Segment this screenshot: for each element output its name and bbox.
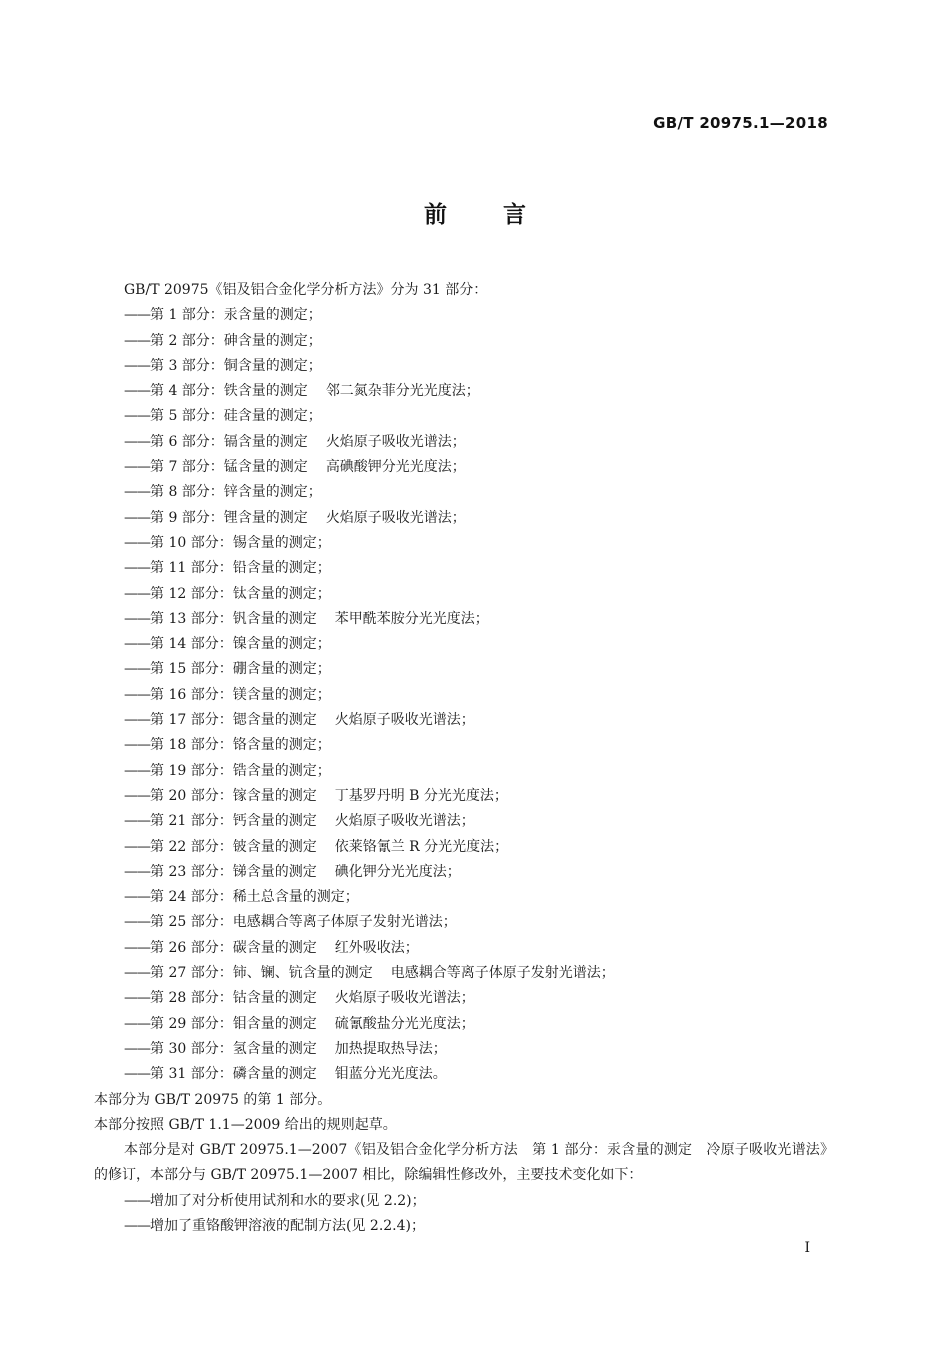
part-label: 第 24 部分：稀土总含量的测定；: [150, 889, 359, 906]
list-item: [94, 455, 834, 480]
part-method: 电感耦合等离子体原子发射光谱法；: [390, 965, 615, 982]
part-method: 依莱铬氰兰 R 分光光度法；: [334, 838, 509, 855]
changes-list: [94, 1189, 834, 1240]
part-method: 火焰原子吸收光谱法；: [334, 813, 475, 830]
list-item: [94, 835, 834, 860]
list-item: [94, 531, 834, 556]
list-dash: ——: [124, 509, 150, 526]
standard-code: GB/T 20975.1—2018: [653, 114, 828, 132]
list-item: [94, 733, 834, 758]
list-dash: ——: [124, 939, 150, 956]
part-label: 第 17 部分：锶含量的测定: [150, 712, 317, 729]
document-body: [94, 278, 834, 1239]
paragraph-drafting-rules: 本部分按照 GB/T 1.1—2009 给出的规则起草。: [94, 1116, 397, 1133]
list-item: [94, 303, 834, 328]
part-label: 第 14 部分：镍含量的测定；: [150, 636, 331, 653]
paragraph-part-number: 本部分为 GB/T 20975 的第 1 部分。: [94, 1091, 332, 1108]
part-label: 第 23 部分：锑含量的测定: [150, 863, 317, 880]
part-label: 第 9 部分：锂含量的测定: [150, 509, 308, 526]
list-dash: ——: [124, 484, 150, 501]
part-label: 第 25 部分：电感耦合等离子体原子发射光谱法；: [150, 914, 457, 931]
list-item: [94, 860, 834, 885]
part-method: 苯甲酰苯胺分光光度法；: [334, 610, 489, 627]
part-label: 第 4 部分：铁含量的测定: [150, 383, 308, 400]
part-method: 邻二氮杂菲分光光度法；: [325, 383, 480, 400]
part-method: 碘化钾分光光度法；: [334, 863, 461, 880]
list-dash: ——: [124, 1066, 150, 1083]
list-dash: ——: [124, 1217, 150, 1234]
list-dash: ——: [124, 610, 150, 627]
part-label: 第 30 部分：氢含量的测定: [150, 1040, 317, 1057]
list-dash: ——: [124, 1040, 150, 1057]
list-dash: ——: [124, 307, 150, 324]
list-item: [94, 986, 834, 1011]
part-label: 第 5 部分：硅含量的测定；: [150, 408, 322, 425]
list-dash: ——: [124, 433, 150, 450]
part-method: 火焰原子吸收光谱法；: [325, 433, 466, 450]
list-dash: ——: [124, 914, 150, 931]
part-label: 第 6 部分：镉含量的测定: [150, 433, 308, 450]
list-dash: ——: [124, 1192, 150, 1209]
part-label: 第 16 部分：镁含量的测定；: [150, 686, 331, 703]
list-dash: ——: [124, 534, 150, 551]
part-label: 第 27 部分：铈、镧、钪含量的测定: [150, 965, 373, 982]
list-item: [94, 784, 834, 809]
change-text: 增加了对分析使用试剂和水的要求(见 2.2)；: [150, 1192, 426, 1209]
list-item: [94, 683, 834, 708]
part-label: 第 28 部分：钴含量的测定: [150, 990, 317, 1007]
page-title: [0, 196, 950, 229]
part-label: 第 2 部分：砷含量的测定；: [150, 332, 322, 349]
list-item: [94, 379, 834, 404]
part-method: 火焰原子吸收光谱法；: [334, 990, 475, 1007]
list-item: [94, 885, 834, 910]
title-char-1: 前: [424, 202, 447, 228]
list-dash: ——: [124, 459, 150, 476]
list-item: [94, 759, 834, 784]
list-dash: ——: [124, 737, 150, 754]
list-item: [94, 1062, 834, 1087]
change-text: 增加了重铬酸钾溶液的配制方法(见 2.2.4)；: [150, 1217, 425, 1234]
part-label: 第 3 部分：铜含量的测定；: [150, 357, 322, 374]
part-label: 第 11 部分：铅含量的测定；: [150, 560, 331, 577]
list-item: [94, 329, 834, 354]
list-dash: ——: [124, 787, 150, 804]
part-label: 第 19 部分：锆含量的测定；: [150, 762, 331, 779]
list-dash: ——: [124, 863, 150, 880]
list-dash: ——: [124, 762, 150, 779]
list-dash: ——: [124, 383, 150, 400]
part-method: 丁基罗丹明 B 分光光度法；: [334, 787, 508, 804]
part-method: 高碘酸钾分光光度法；: [325, 459, 466, 476]
list-dash: ——: [124, 408, 150, 425]
list-item: [94, 404, 834, 429]
part-label: 第 8 部分：锌含量的测定；: [150, 484, 322, 501]
list-dash: ——: [124, 1015, 150, 1032]
change-item: [94, 1189, 834, 1214]
list-dash: ——: [124, 357, 150, 374]
intro-paragraph: GB/T 20975《铝及铝合金化学分析方法》分为 31 部分：: [124, 282, 488, 298]
parts-list: [94, 303, 834, 1087]
list-dash: ——: [124, 560, 150, 577]
list-dash: ——: [124, 332, 150, 349]
part-label: 第 7 部分：锰含量的测定: [150, 459, 308, 476]
list-item: [94, 632, 834, 657]
list-dash: ——: [124, 889, 150, 906]
list-dash: ——: [124, 661, 150, 678]
part-label: 第 13 部分：钒含量的测定: [150, 610, 317, 627]
list-item: [94, 430, 834, 455]
list-dash: ——: [124, 712, 150, 729]
part-label: 第 1 部分：汞含量的测定；: [150, 307, 322, 324]
list-item: [94, 607, 834, 632]
list-item: [94, 910, 834, 935]
list-dash: ——: [124, 990, 150, 1007]
list-item: [94, 936, 834, 961]
part-method: 钼蓝分光光度法。: [334, 1066, 447, 1083]
list-item: [94, 809, 834, 834]
list-item: [94, 556, 834, 581]
list-item: [94, 708, 834, 733]
part-label: 第 18 部分：铬含量的测定；: [150, 737, 331, 754]
list-item: [94, 657, 834, 682]
list-item: [94, 506, 834, 531]
list-dash: ——: [124, 686, 150, 703]
list-item: [94, 961, 834, 986]
page-number: I: [804, 1240, 810, 1256]
part-label: 第 22 部分：铍含量的测定: [150, 838, 317, 855]
list-dash: ——: [124, 585, 150, 602]
list-item: [94, 480, 834, 505]
part-label: 第 26 部分：碳含量的测定: [150, 939, 317, 956]
part-label: 第 12 部分：钛含量的测定；: [150, 585, 331, 602]
list-dash: ——: [124, 636, 150, 653]
part-label: 第 15 部分：硼含量的测定；: [150, 661, 331, 678]
list-item: [94, 582, 834, 607]
part-label: 第 31 部分：磷含量的测定: [150, 1066, 317, 1083]
title-char-2: 言: [503, 202, 526, 228]
part-label: 第 29 部分：钼含量的测定: [150, 1015, 317, 1032]
paragraph-revision: 本部分是对 GB/T 20975.1—2007《铝及铝合金化学分析方法 第 1 部分：汞含量的测定 冷原子吸收光谱法》的修订，本部分与 GB/T 20975.1—2007 相比，除编辑性修改外，主要技术变化如下：: [94, 1142, 834, 1184]
part-method: 红外吸收法；: [334, 939, 419, 956]
change-item: [94, 1214, 834, 1239]
part-label: 第 10 部分：锡含量的测定；: [150, 534, 331, 551]
part-method: 火焰原子吸收光谱法；: [334, 712, 475, 729]
part-method: 火焰原子吸收光谱法；: [325, 509, 466, 526]
list-dash: ——: [124, 838, 150, 855]
part-label: 第 21 部分：钙含量的测定: [150, 813, 317, 830]
part-method: 加热提取热导法；: [334, 1040, 447, 1057]
list-dash: ——: [124, 965, 150, 982]
list-item: [94, 354, 834, 379]
list-item: [94, 1012, 834, 1037]
list-item: [94, 1037, 834, 1062]
part-label: 第 20 部分：镓含量的测定: [150, 787, 317, 804]
list-dash: ——: [124, 813, 150, 830]
part-method: 硫氰酸盐分光光度法；: [334, 1015, 475, 1032]
